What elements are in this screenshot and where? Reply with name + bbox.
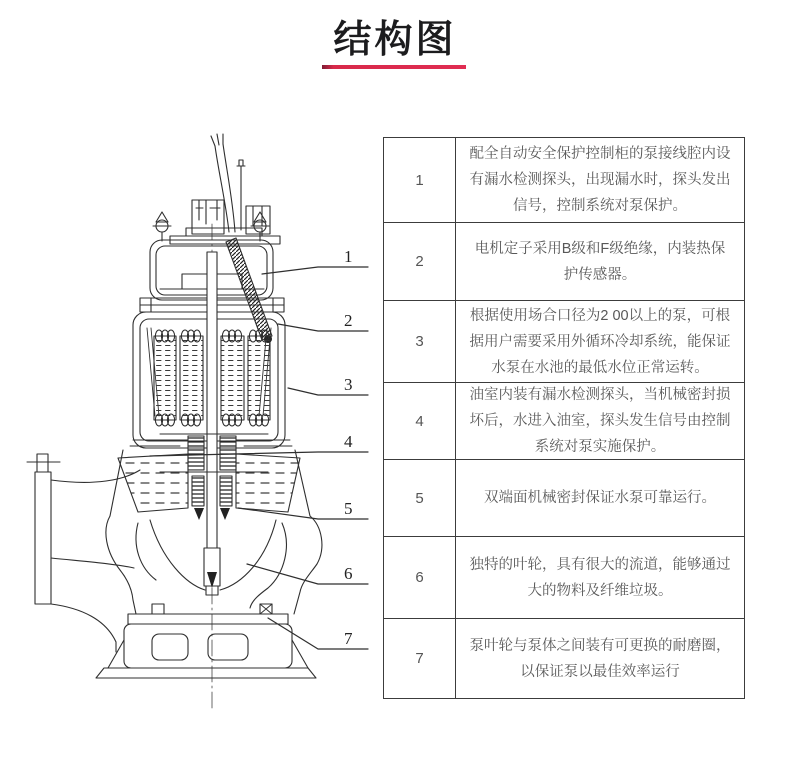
part-number-cell: 6 (384, 537, 456, 618)
lifting-eyebolt-right (251, 212, 269, 241)
pump-structure-diagram (20, 128, 375, 718)
part-description-cell: 电机定子采用B级和F级绝缘，内装热保护传感器。 (474, 240, 726, 283)
part-description-cell: 根据使用场合口径为2 00以上的泵，可根据用户需要采用外循环冷却系统，能保证水泵在水池的最低水位正常运转。 (469, 307, 731, 376)
table-row (384, 536, 744, 618)
callout-6: 6 (344, 564, 353, 583)
part-description-cell: 泵叶轮与泵体之间装有可更换的耐磨圈，以保证泵以最佳效率运行 (469, 637, 731, 680)
table-row (384, 618, 744, 698)
table-row (384, 382, 744, 459)
table-row (384, 222, 744, 300)
callout-5: 5 (344, 499, 353, 518)
callout-4: 4 (344, 432, 353, 451)
table-row (384, 459, 744, 536)
callout-7: 7 (344, 629, 353, 648)
lifting-eyebolt-left (153, 212, 171, 241)
table-row (384, 300, 744, 382)
callout-numbers (344, 247, 353, 648)
pump-shaft (207, 252, 217, 582)
page-header (0, 8, 790, 63)
callout-3: 3 (344, 375, 353, 394)
page-title: 结构图 (333, 19, 457, 61)
part-number-cell: 7 (384, 619, 456, 698)
part-description-cell: 独特的叶轮，具有很大的流道，能够通过大的物料及纤维垃圾。 (469, 556, 731, 599)
part-description-cell: 油室内装有漏水检测探头，当机械密封损坏后，水进入油室，探头发生信号由控制系统对泵实施保护。 (469, 387, 731, 455)
part-number-cell: 2 (384, 223, 456, 300)
discharge-flange (27, 454, 140, 652)
pump-base (96, 614, 316, 678)
part-description-cell: 双端面机械密封保证水泵可靠运行。 (484, 490, 716, 506)
power-cable (211, 134, 245, 232)
callout-2: 2 (344, 311, 353, 330)
table-row (384, 138, 744, 222)
part-description-cell: 配全自动安全保护控制柜的泵接线腔内设有漏水检测探头，出现漏水时，探头发出信号，控制系统对泵保护。 (469, 146, 731, 214)
part-number-cell: 4 (384, 383, 456, 459)
part-number-cell: 5 (384, 460, 456, 536)
callout-1: 1 (344, 247, 353, 266)
part-number-cell: 1 (384, 138, 456, 222)
part-number-cell: 3 (384, 301, 456, 382)
parts-description-table (383, 137, 745, 699)
title-underline (322, 65, 466, 69)
